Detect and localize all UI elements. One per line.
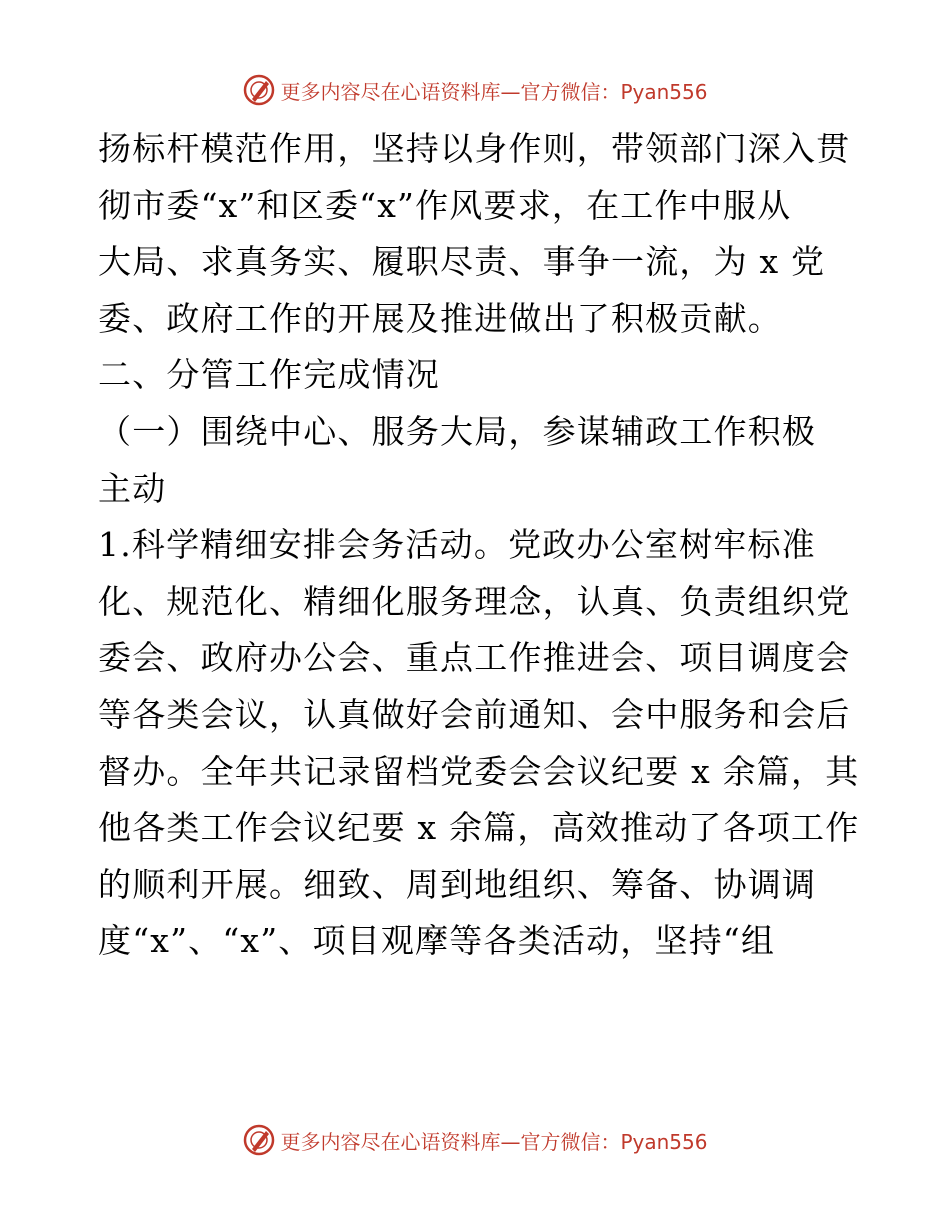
footer-watermark (0, 1120, 950, 1160)
body-line: 委、政府工作的开展及推进做出了积极贡献。 (98, 298, 782, 338)
body-line: 督办。全年共记录留档党委会会议纪要 x 余篇，其 (98, 751, 860, 791)
section-heading: 二、分管工作完成情况 (98, 355, 440, 395)
subsection-heading-cont: 主动 (98, 468, 167, 508)
body-line: 他各类工作会议纪要 x 余篇，高效推动了各项工作 (98, 808, 860, 848)
body-line: 彻市委“x”和区委“x”作风要求，在工作中服从 (98, 185, 792, 225)
subsection-heading: （一）围绕中心、服务大局，参谋辅政工作积极 (98, 411, 817, 451)
pen-logo-icon (242, 73, 276, 107)
header-watermark (0, 70, 950, 110)
body-line: 等各类会议，认真做好会前通知、会中服务和会后 (98, 694, 851, 734)
body-line: 扬标杆模范作用，坚持以身作则，带领部门深入贯 (98, 129, 851, 168)
document-body (98, 121, 858, 970)
body-line: 委会、政府办公会、重点工作推进会、项目调度会 (98, 638, 851, 678)
body-line: 1.科学精细安排会务活动。党政办公室树牢标准 (98, 525, 816, 565)
pen-logo-icon (242, 1123, 276, 1157)
body-line: 化、规范化、精细化服务理念，认真、负责组织党 (98, 581, 851, 621)
body-line: 度“x”、“x”、项目观摩等各类活动，坚持“组 (98, 921, 776, 961)
watermark-text: 更多内容尽在心语资料库—官方微信：Pyan556 (280, 79, 708, 104)
watermark-text: 更多内容尽在心语资料库—官方微信：Pyan556 (280, 1129, 708, 1154)
body-line: 大局、求真务实、履职尽责、事争一流，为 x 党 (98, 242, 826, 282)
body-line: 的顺利开展。细致、周到地组织、筹备、协调调 (98, 864, 817, 904)
